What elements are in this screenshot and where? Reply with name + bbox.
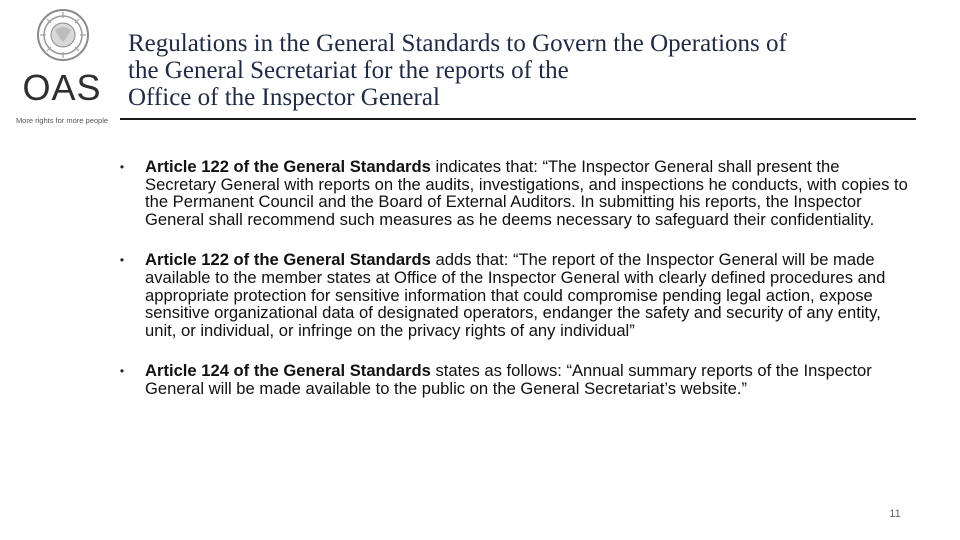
title-line: Office of the Inspector General (128, 84, 440, 111)
bullet-icon: • (119, 160, 125, 174)
bullet-text (145, 158, 912, 228)
title-line: the General Secretariat for the reports of the (128, 57, 569, 84)
bullet-lead: Article 122 of the General Standards (145, 250, 431, 270)
bullet-icon: • (119, 253, 125, 268)
oas-logo (14, 8, 109, 126)
bullet-item (112, 362, 912, 397)
bullet-body: indicates that: “The Inspector General shall present the Secretary General with reports on the audits, investigations, and inspections he conducts, with copies to the Permanent Council and the Board of External Auditors. In submitting his reports, the Inspector General shall recommend such measures as he deems necessary to safeguard their confidentiality. (145, 157, 908, 229)
title-divider (120, 118, 916, 120)
bullet-lead: Article 124 of the General Standards (145, 361, 431, 381)
slide-title (128, 30, 928, 111)
bullet-body: states as follows: “Annual summary reports of the Inspector General will be made available to the public on the General Secretariat’s website.” (145, 361, 872, 398)
bullet-item (112, 158, 912, 228)
oas-seal-icon (36, 8, 90, 62)
bullet-body: adds that: “The report of the Inspector General will be made available to the member states at Office of the Inspector General with clearly defined procedures and appropriate protection for sensitive information that could compromise pending legal action, expose sensitive organizational data of designated operators, endanger the safety and security of any entity, unit, or individual, or infringe on the privacy rights of any individual” (145, 250, 886, 340)
logo-wordmark: OAS (22, 67, 102, 108)
bullet-item (112, 251, 912, 339)
title-line: Regulations in the General Standards to Govern the Operations of (128, 30, 787, 57)
bullet-text (145, 362, 912, 397)
bullet-list (112, 158, 912, 421)
bullet-lead: Article 122 of the General Standards (145, 157, 431, 176)
bullet-icon: • (119, 364, 125, 379)
page-number: 11 (889, 508, 901, 520)
bullet-text (145, 251, 912, 339)
logo-tagline: More rights for more people (15, 116, 109, 125)
